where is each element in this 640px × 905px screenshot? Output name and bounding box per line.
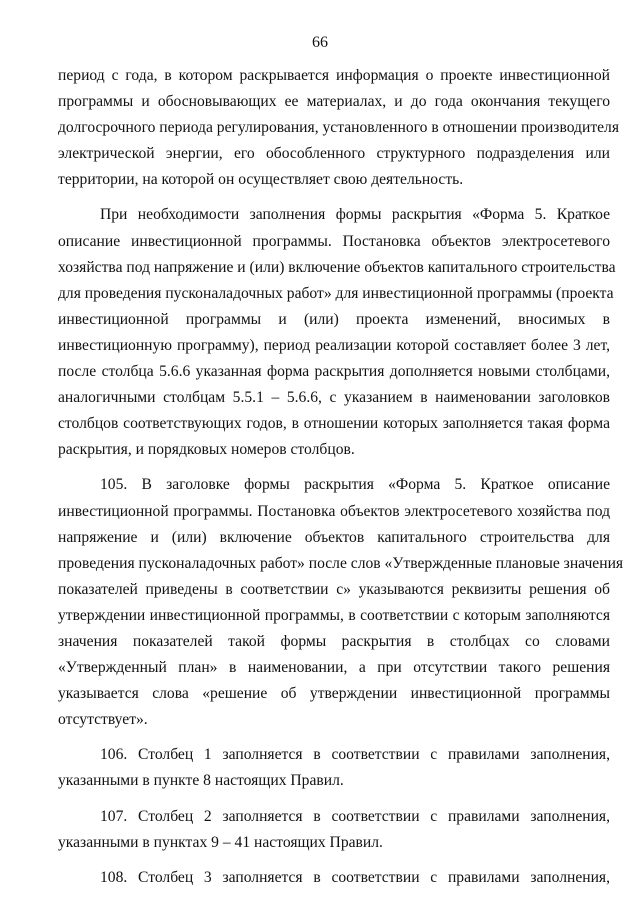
text-line: программы и обосновывающих ее материалах, и до года окончания текущего bbox=[58, 93, 610, 111]
text-line: указывается слова «решение об утверждении инвестиционной программы bbox=[58, 685, 610, 703]
text-line: долгосрочного периода регулирования, установленного в отношении производителя bbox=[58, 119, 620, 137]
text-line: инвестиционную программу), период реализации которой составляет более 3 лет, bbox=[58, 336, 610, 354]
paragraph bbox=[58, 472, 624, 733]
text-line: период с года, в котором раскрывается информация о проекте инвестиционной bbox=[58, 67, 610, 84]
text-line: хозяйства под напряжение и (или) включение объектов капитального строительства bbox=[58, 258, 616, 276]
text-line: указанными в пунктах 9 – 41 настоящих Правил. bbox=[58, 833, 383, 851]
text-line: отсутствует». bbox=[58, 711, 148, 729]
text-line: показателей приведены в соответствии с» указываются реквизиты решения об bbox=[58, 580, 610, 598]
text-line: инвестиционной программы. Постановка объектов электросетевого хозяйства под bbox=[58, 502, 610, 520]
text-line: 108. Столбец 3 заполняется в соответствии с правилами заполнения, bbox=[100, 868, 610, 886]
paragraph bbox=[58, 202, 616, 463]
text-line: инвестиционной программы и (или) проекта изменений, вносимых в bbox=[58, 310, 610, 328]
paragraph bbox=[58, 742, 610, 794]
document-body bbox=[58, 63, 624, 900]
text-line: 107. Столбец 2 заполняется в соответствии с правилами заполнения, bbox=[100, 807, 610, 825]
text-line: проведения пусконаладочных работ» после слов «Утвержденные плановые значения bbox=[58, 554, 624, 572]
text-line: 106. Столбец 1 заполняется в соответствии с правилами заполнения, bbox=[100, 746, 610, 764]
paragraph bbox=[58, 804, 610, 856]
text-line: утверждении инвестиционной программы, в соответствии с которым заполняются bbox=[58, 606, 610, 624]
text-line: описание инвестиционной программы. Постановка объектов электросетевого bbox=[58, 232, 610, 250]
text-line: указанными в пункте 8 настоящих Правил. bbox=[58, 772, 344, 790]
text-line: «Утвержденный план» в наименовании, а при отсутствии такого решения bbox=[58, 659, 610, 677]
text-line: территории, на которой он осуществляет свою деятельность. bbox=[58, 171, 464, 189]
text-line: аналогичными столбцам 5.5.1 – 5.6.6, с указанием в наименовании заголовков bbox=[58, 389, 610, 407]
text-line: напряжение и (или) включение объектов капитального строительства для bbox=[58, 528, 610, 546]
text-line: При необходимости заполнения формы раскрытия «Форма 5. Краткое bbox=[100, 206, 610, 224]
text-line: электрической энергии, его обособленного структурного подразделения или bbox=[58, 145, 610, 163]
text-line: раскрытия, и порядковых номеров столбцов. bbox=[58, 441, 355, 459]
text-line: после столбца 5.6.6 указанная форма раскрытия дополняется новыми столбцами, bbox=[58, 363, 610, 381]
text-line: значения показателей такой формы раскрытия в столбцах со словами bbox=[58, 632, 610, 650]
paragraph bbox=[58, 865, 610, 891]
paragraph bbox=[58, 63, 620, 193]
text-line: 105. В заголовке формы раскрытия «Форма 5. Краткое описание bbox=[100, 476, 610, 494]
page-number: 66 bbox=[312, 34, 328, 51]
text-line: столбцов соответствующих годов, в отношении которых заполняется такая форма bbox=[58, 415, 610, 433]
text-line: для проведения пусконаладочных работ» для инвестиционной программы (проекта bbox=[58, 284, 614, 302]
